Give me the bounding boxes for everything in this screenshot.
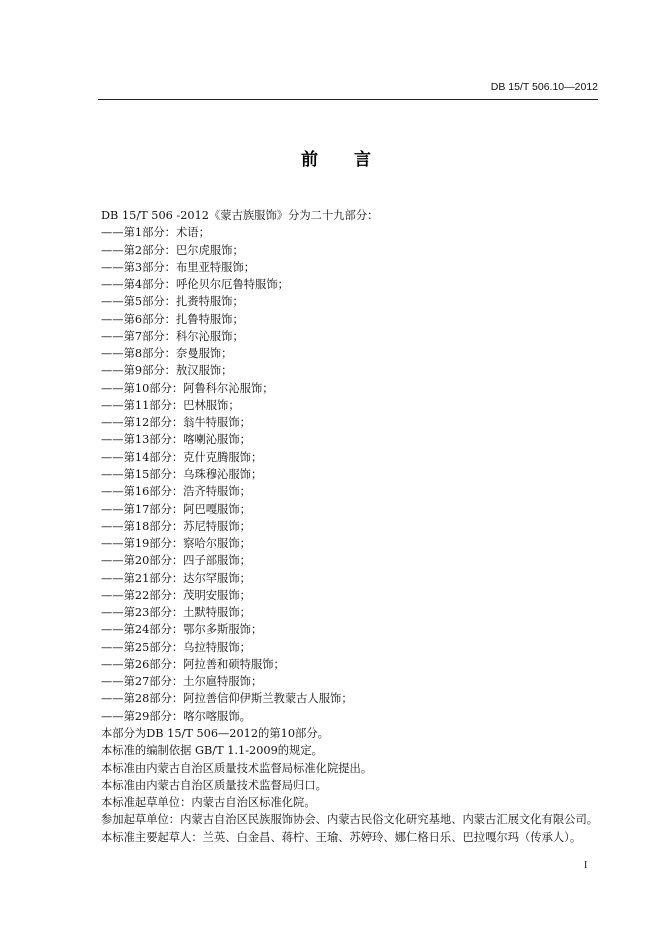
part-item: ——第9部分：敖汉服饰； [101,364,233,378]
part-item: ——第24部分：鄂尔多斯服饰； [101,623,263,637]
part-item: ——第12部分：翁牛特服饰； [101,416,251,430]
paragraph-participating-units: 参加起草单位：内蒙古自治区民族服饰协会、内蒙古民俗文化研究基地、内蒙古汇展文化有限公司。 [101,813,599,827]
part-item: ——第26部分：阿拉善和硕特服饰； [101,657,285,671]
part-item: ——第29部分：喀尔喀服饰。 [101,709,251,723]
part-item: ——第27部分：土尔扈特服饰； [101,675,263,689]
part-item: ——第15部分：乌珠穆沁服饰； [101,467,263,481]
part-item: ——第16部分：浩齐特服饰； [101,485,251,499]
part-item: ——第2部分：巴尔虎服饰； [101,243,244,257]
part-item: ——第21部分：达尔罕服饰； [101,571,251,585]
paragraph-drafting-unit: 本标准起草单位：内蒙古自治区标准化院。 [101,796,316,810]
page-title: 前 言 [301,150,371,170]
part-item: ——第6部分：扎鲁特服饰； [101,312,244,326]
paragraph-main-drafters: 本标准主要起草人：兰英、白金昌、蒋柠、王瑜、苏婷玲、娜仁格日乐、巴拉嘎尔玛（传承人）。 [101,830,582,844]
part-item: ——第17部分：阿巴嘎服饰； [101,502,251,516]
paragraph-proposer: 本标准由内蒙古自治区质量技术监督局标准化院提出。 [101,761,373,775]
intro-line: DB 15/T 506 -2012《蒙古族服饰》分为二十九部分： [101,209,379,222]
part-item: ——第28部分：阿拉善信仰伊斯兰教蒙古人服饰； [101,692,353,706]
part-item: ——第4部分：呼伦贝尔厄鲁特服饰； [101,278,289,292]
header-rule [98,99,598,100]
part-item: ——第14部分：克什克腾服饰； [101,450,263,464]
part-item: ——第22部分：茂明安服饰； [101,588,251,602]
paragraph-part-statement: 本部分为DB 15/T 506—2012的第10部分。 [101,726,329,740]
part-item: ——第25部分：乌拉特服饰； [101,640,251,654]
foreword-body [101,207,621,846]
part-item: ——第13部分：喀喇沁服饰； [101,433,251,447]
part-item: ——第5部分：扎赉特服饰； [101,295,244,309]
part-item: ——第7部分：科尔沁服饰； [101,329,244,343]
part-item: ——第23部分：土默特服饰； [101,606,251,620]
part-item: ——第20部分：四子部服饰； [101,554,251,568]
part-item: ——第11部分：巴林服饰； [101,398,240,412]
part-item: ——第10部分：阿鲁科尔沁服饰； [101,381,274,395]
paragraph-drafting-basis: 本标准的编制依据 GB/T 1.1-2009的规定。 [101,744,323,758]
part-item: ——第3部分：布里亚特服饰； [101,260,256,274]
part-item: ——第1部分：术语； [101,226,210,240]
page-number: I [584,860,588,871]
part-item: ——第19部分：察哈尔服饰； [101,537,251,551]
part-item: ——第18部分：苏尼特服饰； [101,519,251,533]
standard-number-header: DB 15/T 506.10—2012 [490,81,598,93]
part-item: ——第8部分：奈曼服饰； [101,347,233,361]
paragraph-administrator: 本标准由内蒙古自治区质量技术监督局归口。 [101,778,327,792]
